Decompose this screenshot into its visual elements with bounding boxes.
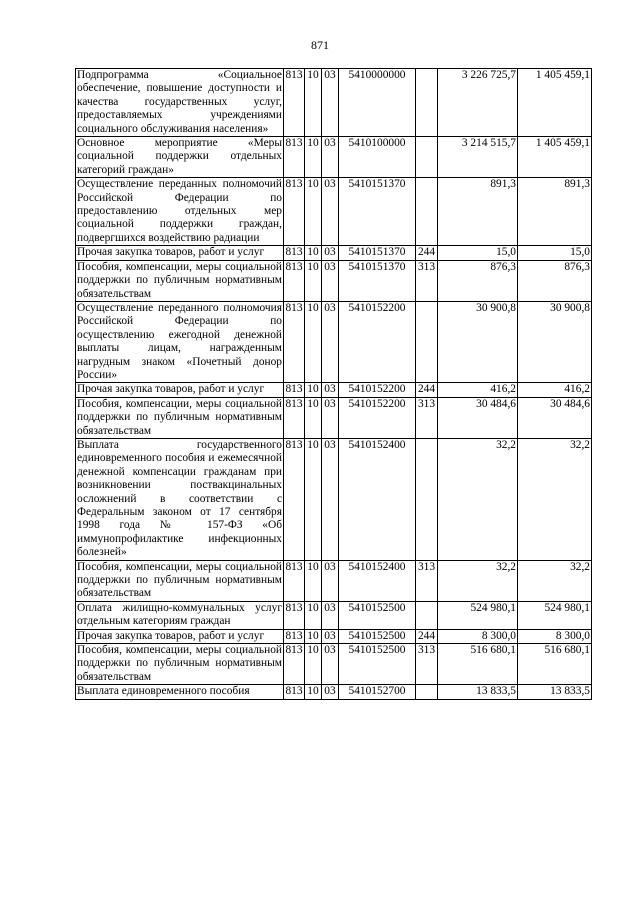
- row-name: Осуществление переданных полномочий Российской Федерации по предоставлению отдельных мер социальной поддержки граждан, подвергшихся воздействию радиации: [77, 178, 282, 244]
- amount-1: 3 214 515,7: [438, 137, 518, 178]
- subsection-code: 03: [322, 629, 339, 643]
- ministry-code: 813: [285, 383, 303, 396]
- section-code: 10: [305, 644, 322, 685]
- expense-type: [416, 601, 438, 629]
- table-row: [76, 137, 592, 178]
- expense-type: [416, 69, 438, 137]
- section-code: 10: [305, 397, 322, 438]
- amount-2: 13 833,5: [518, 685, 592, 699]
- row-name: Пособия, компенсации, меры социальной поддержки по публичным нормативным обязательствам: [77, 644, 282, 683]
- row-name: Пособия, компенсации, меры социальной поддержки по публичным нормативным обязательствам: [77, 397, 282, 437]
- table-row: [76, 629, 592, 643]
- row-name: Пособия, компенсации, меры социальной поддержки по публичным нормативным обязательствам: [77, 260, 282, 300]
- table-row: [76, 397, 592, 438]
- amount-1: 13 833,5: [438, 685, 518, 699]
- target-article: 5410152700: [339, 685, 416, 699]
- expense-type: 244: [416, 246, 438, 260]
- expense-type: 313: [416, 260, 438, 301]
- subsection-code: 03: [322, 601, 339, 629]
- subsection-code: 03: [322, 397, 339, 438]
- row-name: Основное мероприятие «Меры социальной поддержки отдельных категорий граждан»: [77, 137, 282, 176]
- section-code: 10: [305, 301, 322, 382]
- expense-type: 313: [416, 397, 438, 438]
- ministry-code: 813: [284, 260, 305, 301]
- ministry-code: 813: [284, 178, 305, 246]
- row-name: Подпрограмма «Социальное обеспечение, повышение доступности и качества государственных услуг, предоставляемых учреждениями социального обслуживания населения»: [77, 69, 282, 135]
- amount-2: 30 900,8: [518, 301, 592, 382]
- target-article: 5410152200: [339, 397, 416, 438]
- row-name: Оплата жилищно-коммунальных услуг отдельным категориям граждан: [77, 601, 282, 628]
- section-code: 10: [305, 601, 322, 629]
- ministry-code: 813: [284, 69, 305, 137]
- amount-2: 524 980,1: [518, 601, 592, 629]
- amount-2: 15,0: [518, 246, 592, 260]
- target-article: 5410152200: [339, 383, 416, 397]
- target-article: 5410152200: [339, 301, 416, 382]
- subsection-code: 03: [322, 246, 339, 260]
- amount-1: 524 980,1: [438, 601, 518, 629]
- target-article: 5410151370: [339, 246, 416, 260]
- amount-1: 30 484,6: [438, 397, 518, 438]
- ministry-code: 813: [284, 137, 305, 178]
- table-row: [76, 438, 592, 560]
- amount-2: 416,2: [518, 383, 592, 397]
- section-code: 10: [305, 560, 322, 601]
- table-row: [76, 178, 592, 246]
- amount-2: 876,3: [518, 260, 592, 301]
- section-code: 10: [305, 685, 322, 699]
- ministry-code: 813: [284, 301, 305, 382]
- ministry-code: 813: [284, 644, 305, 685]
- row-name: Прочая закупка товаров, работ и услуг: [76, 629, 284, 643]
- amount-2: 32,2: [518, 438, 592, 560]
- table-row: [76, 246, 592, 260]
- amount-1: 8 300,0: [438, 629, 518, 643]
- subsection-code: 03: [322, 383, 339, 397]
- table-row: [76, 383, 592, 397]
- amount-1: 32,2: [438, 560, 518, 601]
- amount-2: 30 484,6: [518, 397, 592, 438]
- expense-type: [416, 178, 438, 246]
- ministry-code: 813: [285, 685, 303, 698]
- amount-1: 416,2: [438, 383, 518, 397]
- expense-type: 313: [416, 644, 438, 685]
- expense-type: [416, 137, 438, 178]
- table-row: [76, 69, 592, 137]
- section-code: 10: [305, 438, 322, 560]
- amount-2: 516 680,1: [518, 644, 592, 685]
- amount-2: 1 405 459,1: [518, 137, 592, 178]
- target-article: 5410100000: [339, 137, 416, 178]
- table-row: [76, 260, 592, 301]
- amount-1: 516 680,1: [438, 644, 518, 685]
- target-article: 5410152400: [339, 438, 416, 560]
- subsection-code: 03: [322, 137, 339, 178]
- page-number: 871: [311, 38, 329, 52]
- section-code: 10: [305, 178, 322, 246]
- row-name: Выплата единовременного пособия: [76, 685, 284, 699]
- section-code: 10: [305, 629, 322, 643]
- subsection-code: 03: [322, 438, 339, 560]
- expense-type: [416, 685, 438, 699]
- target-article: 5410152500: [339, 629, 416, 643]
- row-name: Выплата государственного единовременного пособия и ежемесячной денежной компенсации гражданам при возникновении поствакцинальных осложнений в соответствии с Федеральным законом от 17 сентября 1998 года № 157-ФЗ «Об иммунопрофилактике инфекционных болезней»: [77, 438, 282, 559]
- amount-2: 8 300,0: [518, 629, 592, 643]
- expense-type: [416, 438, 438, 560]
- amount-1: 32,2: [438, 438, 518, 560]
- ministry-code: 813: [284, 601, 305, 629]
- table-row: [76, 601, 592, 629]
- subsection-code: 03: [322, 260, 339, 301]
- ministry-code: 813: [284, 560, 305, 601]
- amount-1: 891,3: [438, 178, 518, 246]
- subsection-code: 03: [322, 301, 339, 382]
- target-article: 5410152500: [339, 601, 416, 629]
- amount-2: 1 405 459,1: [518, 69, 592, 137]
- expense-type: [416, 301, 438, 382]
- subsection-code: 03: [322, 685, 339, 699]
- target-article: 5410152500: [339, 644, 416, 685]
- expense-type: 313: [416, 560, 438, 601]
- subsection-code: 03: [322, 178, 339, 246]
- table-body: [76, 69, 592, 700]
- amount-1: 876,3: [438, 260, 518, 301]
- table-row: [76, 301, 592, 382]
- ministry-code: 813: [284, 438, 305, 560]
- table-row: [76, 685, 592, 699]
- target-article: 5410151370: [339, 178, 416, 246]
- amount-2: 891,3: [518, 178, 592, 246]
- ministry-code: 813: [285, 246, 303, 259]
- expense-type: 244: [416, 383, 438, 397]
- ministry-code: 813: [285, 629, 303, 642]
- subsection-code: 03: [322, 644, 339, 685]
- subsection-code: 03: [322, 560, 339, 601]
- section-code: 10: [305, 246, 322, 260]
- row-name: Осуществление переданного полномочия Российской Федерации по осуществлению ежегодной денежной выплаты лицам, награжденным нагрудным знаком «Почетный донор России»: [77, 301, 282, 381]
- expense-type: 244: [416, 629, 438, 643]
- amount-2: 32,2: [518, 560, 592, 601]
- target-article: 5410151370: [339, 260, 416, 301]
- subsection-code: 03: [322, 69, 339, 137]
- amount-1: 15,0: [438, 246, 518, 260]
- target-article: 5410000000: [339, 69, 416, 137]
- section-code: 10: [305, 260, 322, 301]
- amount-1: 3 226 725,7: [438, 69, 518, 137]
- ministry-code: 813: [284, 397, 305, 438]
- budget-table: [75, 68, 592, 700]
- table-row: [76, 560, 592, 601]
- section-code: 10: [305, 383, 322, 397]
- row-name: Прочая закупка товаров, работ и услуг: [76, 383, 284, 397]
- section-code: 10: [305, 69, 322, 137]
- row-name: Пособия, компенсации, меры социальной поддержки по публичным нормативным обязательствам: [77, 560, 282, 600]
- target-article: 5410152400: [339, 560, 416, 601]
- row-name: Прочая закупка товаров, работ и услуг: [76, 246, 284, 260]
- amount-1: 30 900,8: [438, 301, 518, 382]
- table-row: [76, 644, 592, 685]
- section-code: 10: [305, 137, 322, 178]
